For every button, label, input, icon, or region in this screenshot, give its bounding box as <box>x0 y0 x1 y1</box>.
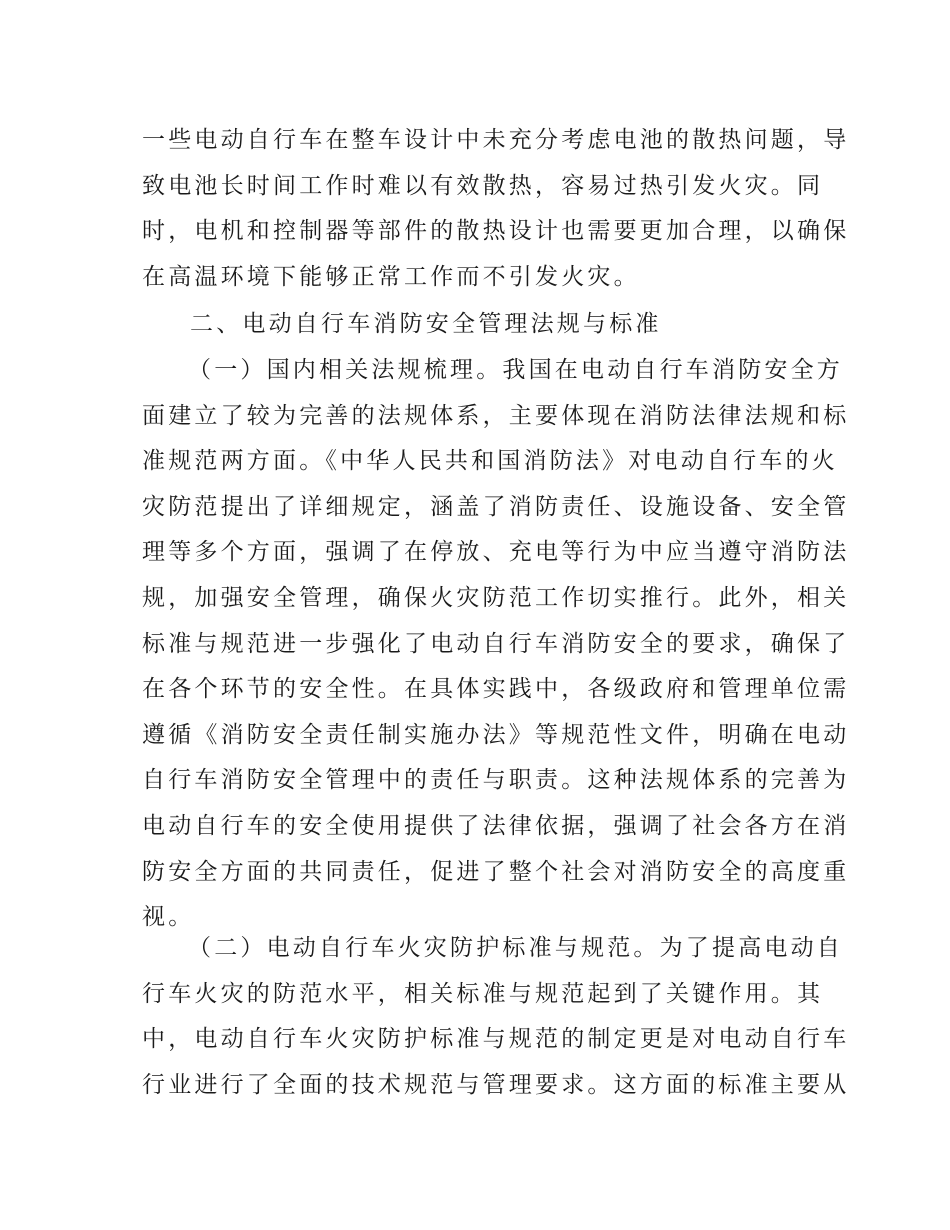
text-line: 规，加强安全管理，确保火灾防范工作切实推行。此外，相关 <box>142 584 850 611</box>
paragraph-continued <box>142 118 850 300</box>
text-line: 中，电动自行车火灾防护标准与规范的制定更是对电动自行车 <box>142 1026 850 1053</box>
text-line: 电动自行车的安全使用提供了法律依据，强调了社会各方在消 <box>142 812 850 839</box>
text-line: 理等多个方面，强调了在停放、充电等行为中应当遵守消防法 <box>142 539 850 566</box>
text-line: 在各个环节的安全性。在具体实践中，各级政府和管理单位需 <box>142 676 850 703</box>
text-line: 防安全方面的共同责任，促进了整个社会对消防安全的高度重 <box>142 858 850 885</box>
text-line: 准规范两方面。《中华人民共和国消防法》对电动自行车的火 <box>142 448 838 475</box>
text-line: （二）电动自行车火灾防护标准与规范。为了提高电动自 <box>188 935 843 961</box>
text-line: （一）国内相关法规梳理。我国在电动自行车消防安全方 <box>188 357 843 383</box>
text-line: 面建立了较为完善的法规体系，主要体现在消防法律法规和标 <box>142 402 850 429</box>
text-line: 视。 <box>142 904 195 931</box>
text-line: 一些电动自行车在整车设计中未充分考虑电池的散热问题，导 <box>142 127 850 153</box>
paragraph-domestic-regulations <box>142 348 850 941</box>
text-line: 行业进行了全面的技术规范与管理要求。这方面的标准主要从 <box>142 1071 850 1098</box>
text-line: 灾防范提出了详细规定，涵盖了消防责任、设施设备、安全管 <box>142 493 850 520</box>
text-line: 标准与规范进一步强化了电动自行车消防安全的要求，确保了 <box>142 630 850 657</box>
text-line: 致电池长时间工作时难以有效散热，容易过热引发火灾。同 <box>142 172 824 199</box>
paragraph-fire-protection-standards <box>142 926 850 1108</box>
text-line: 时，电机和控制器等部件的散热设计也需要更加合理，以确保 <box>142 218 850 245</box>
text-line: 行车火灾的防范水平，相关标准与规范起到了关键作用。其 <box>142 980 824 1007</box>
text-line: 遵循《消防安全责任制实施办法》等规范性文件，明确在电动 <box>142 721 850 748</box>
text-line: 自行车消防安全管理中的责任与职责。这种法规体系的完善为 <box>142 767 850 794</box>
text-line: 在高温环境下能够正常工作而不引发火灾。 <box>142 263 640 290</box>
section-heading: 二、电动自行车消防安全管理法规与标准 <box>190 311 662 337</box>
